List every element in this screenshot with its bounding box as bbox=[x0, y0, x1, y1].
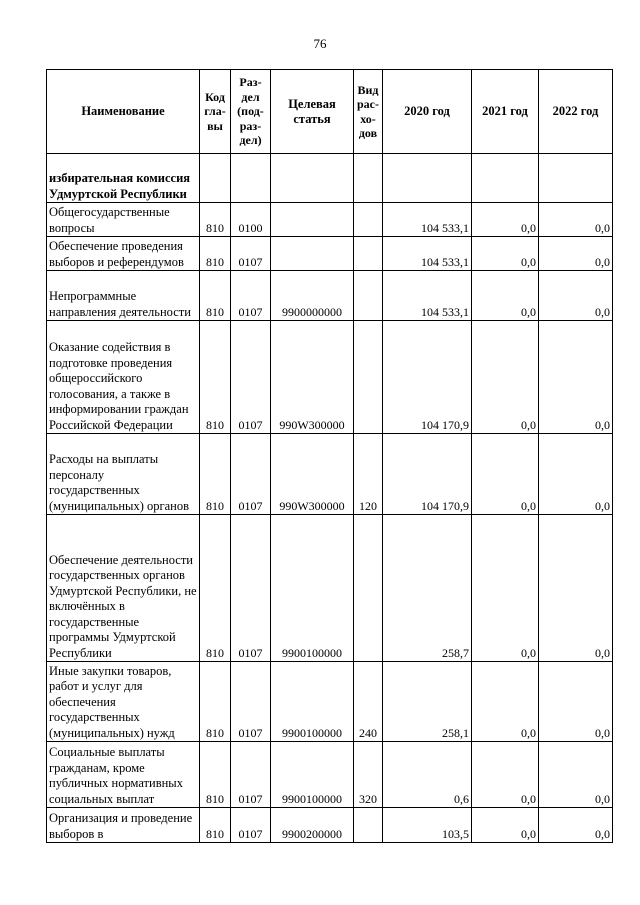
row-2022: 0,0 bbox=[539, 515, 613, 662]
row-name: Обеспечение деятельности государственных органов Удмуртской Республики, не включённых в государственные программы Удмуртской Республики bbox=[47, 515, 200, 662]
row-section: 0107 bbox=[231, 271, 271, 321]
table-row bbox=[47, 154, 613, 203]
row-code: 810 bbox=[200, 515, 231, 662]
row-code bbox=[200, 154, 231, 203]
row-article: 9900200000 bbox=[271, 808, 354, 843]
table-row bbox=[47, 434, 613, 515]
row-code: 810 bbox=[200, 203, 231, 237]
row-vid bbox=[354, 237, 383, 271]
row-2022 bbox=[539, 154, 613, 203]
header-code: Код гла- вы bbox=[200, 70, 231, 154]
page-number: 76 bbox=[313, 36, 327, 51]
row-article bbox=[271, 203, 354, 237]
header-2022: 2022 год bbox=[539, 70, 613, 154]
table-body bbox=[47, 154, 613, 843]
row-name: Организация и проведение выборов в bbox=[47, 808, 200, 843]
row-name: Общегосударственные вопросы bbox=[47, 203, 200, 237]
row-section: 0107 bbox=[231, 742, 271, 808]
row-2022: 0,0 bbox=[539, 808, 613, 843]
row-vid: 120 bbox=[354, 434, 383, 515]
row-name: Расходы на выплаты персоналу государственных (муниципальных) органов bbox=[47, 434, 200, 515]
header-article: Целевая статья bbox=[271, 70, 354, 154]
row-vid bbox=[354, 808, 383, 843]
row-article: 990W300000 bbox=[271, 321, 354, 434]
row-code: 810 bbox=[200, 434, 231, 515]
row-2020: 258,7 bbox=[383, 515, 472, 662]
row-article: 9900100000 bbox=[271, 515, 354, 662]
row-2020: 104 533,1 bbox=[383, 237, 472, 271]
row-code: 810 bbox=[200, 662, 231, 742]
row-article: 9900000000 bbox=[271, 271, 354, 321]
row-2021: 0,0 bbox=[472, 321, 539, 434]
row-code: 810 bbox=[200, 321, 231, 434]
row-name: Обеспечение проведения выборов и референдумов bbox=[47, 237, 200, 271]
row-2022: 0,0 bbox=[539, 271, 613, 321]
row-vid bbox=[354, 154, 383, 203]
row-2022: 0,0 bbox=[539, 321, 613, 434]
row-section: 0107 bbox=[231, 434, 271, 515]
row-2020: 103,5 bbox=[383, 808, 472, 843]
row-name: Социальные выплаты гражданам, кроме публичных нормативных социальных выплат bbox=[47, 742, 200, 808]
row-vid: 320 bbox=[354, 742, 383, 808]
row-section bbox=[231, 154, 271, 203]
row-2020: 258,1 bbox=[383, 662, 472, 742]
row-2022: 0,0 bbox=[539, 662, 613, 742]
row-2021: 0,0 bbox=[472, 203, 539, 237]
row-vid bbox=[354, 203, 383, 237]
row-2020 bbox=[383, 154, 472, 203]
row-article bbox=[271, 154, 354, 203]
row-name: Непрограммные направления деятельности bbox=[47, 271, 200, 321]
row-2021: 0,0 bbox=[472, 515, 539, 662]
table-row bbox=[47, 271, 613, 321]
header-section: Раз- дел (под- раз- дел) bbox=[231, 70, 271, 154]
row-name: Оказание содействия в подготовке проведения общероссийского голосования, а также в информировании граждан Российской Федерации bbox=[47, 321, 200, 434]
row-article: 990W300000 bbox=[271, 434, 354, 515]
row-2021: 0,0 bbox=[472, 271, 539, 321]
row-vid bbox=[354, 271, 383, 321]
row-vid bbox=[354, 321, 383, 434]
row-2022: 0,0 bbox=[539, 434, 613, 515]
row-2022: 0,0 bbox=[539, 742, 613, 808]
row-section: 0107 bbox=[231, 515, 271, 662]
table-row bbox=[47, 515, 613, 662]
row-2020: 104 533,1 bbox=[383, 271, 472, 321]
header-2021: 2021 год bbox=[472, 70, 539, 154]
row-article: 9900100000 bbox=[271, 662, 354, 742]
row-name: Иные закупки товаров, работ и услуг для обеспечения государственных (муниципальных) нужд bbox=[47, 662, 200, 742]
table-row bbox=[47, 237, 613, 271]
table-header bbox=[47, 70, 613, 154]
header-2020: 2020 год bbox=[383, 70, 472, 154]
row-2022: 0,0 bbox=[539, 237, 613, 271]
row-vid: 240 bbox=[354, 662, 383, 742]
row-2021: 0,0 bbox=[472, 808, 539, 843]
table-row bbox=[47, 662, 613, 742]
table-row bbox=[47, 321, 613, 434]
row-2022: 0,0 bbox=[539, 203, 613, 237]
row-vid bbox=[354, 515, 383, 662]
row-2021: 0,0 bbox=[472, 742, 539, 808]
row-name: избирательная комиссия Удмуртской Республики bbox=[47, 154, 200, 203]
row-section: 0100 bbox=[231, 203, 271, 237]
budget-table bbox=[46, 69, 613, 843]
row-2020: 104 170,9 bbox=[383, 321, 472, 434]
row-section: 0107 bbox=[231, 808, 271, 843]
row-code: 810 bbox=[200, 237, 231, 271]
row-2020: 104 170,9 bbox=[383, 434, 472, 515]
header-row bbox=[47, 70, 613, 154]
row-section: 0107 bbox=[231, 662, 271, 742]
header-name: Наименование bbox=[47, 70, 200, 154]
row-code: 810 bbox=[200, 742, 231, 808]
row-section: 0107 bbox=[231, 237, 271, 271]
table-row bbox=[47, 203, 613, 237]
header-vid: Вид рас- хо- дов bbox=[354, 70, 383, 154]
row-section: 0107 bbox=[231, 321, 271, 434]
row-code: 810 bbox=[200, 271, 231, 321]
table-row bbox=[47, 742, 613, 808]
table-row bbox=[47, 808, 613, 843]
row-2021: 0,0 bbox=[472, 237, 539, 271]
row-2020: 104 533,1 bbox=[383, 203, 472, 237]
row-code: 810 bbox=[200, 808, 231, 843]
row-2021: 0,0 bbox=[472, 434, 539, 515]
row-2020: 0,6 bbox=[383, 742, 472, 808]
row-2021: 0,0 bbox=[472, 662, 539, 742]
row-2021 bbox=[472, 154, 539, 203]
row-article: 9900100000 bbox=[271, 742, 354, 808]
row-article bbox=[271, 237, 354, 271]
